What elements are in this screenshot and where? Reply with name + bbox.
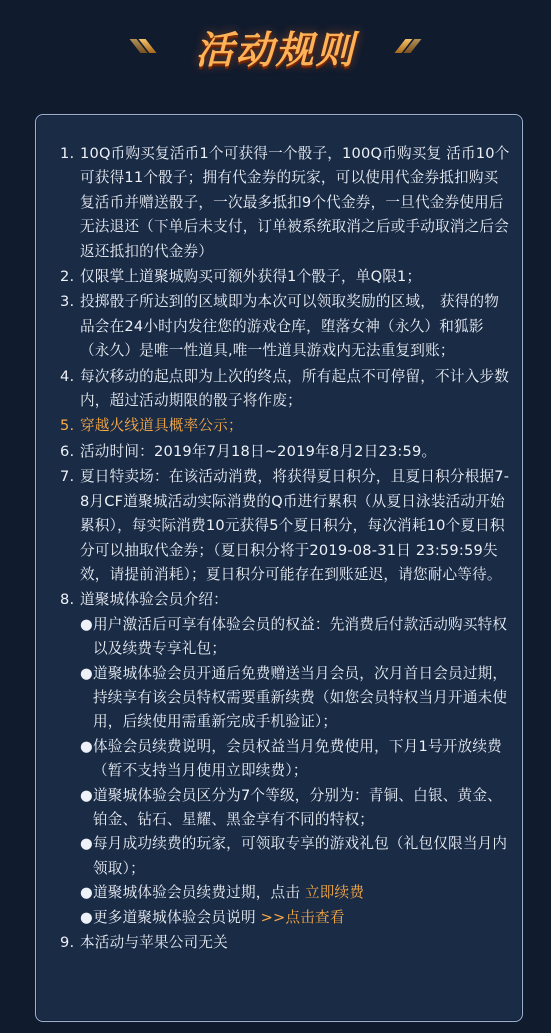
rule-number: 6. [60,442,75,460]
rule-item-6 [60,440,510,464]
rule-number: 4. [60,367,75,385]
member-item [80,832,510,881]
member-item-text: 体验会员续费说明，会员权益当月免费使用，下月1号开放续费（暂不支持当月使用立即续费）； [93,737,502,780]
rule-text: 道聚城体验会员介绍： [80,591,228,609]
member-item [80,784,510,833]
rule-number: 2. [60,268,75,286]
rule-text: 夏日特卖场：在该活动消费，将获得夏日积分，且夏日积分根据7-8月CF道聚城活动实际消费的Q币进行累积（从夏日泳装活动开始累积），每实际消费10元获得5个夏日积分，每次消耗10个夏日积分可以抽取代金券；（夏日积分将于2019-08-31日 23:59:59失效，请提前消耗）；夏日积分可能存在到账延迟，请您耐心等待。 [80,468,510,583]
rule-text: 仅限掌上道聚城购买可额外获得1个骰子，单Q限1； [80,268,422,286]
rule-text: 活动时间：2019年7月18日~2019年8月2日23:59。 [80,442,437,460]
rule-item-4 [60,365,510,414]
member-item-text: 用户激活后可享有体验会员的权益：先消费后付款活动购买特权以及续费专享礼包； [93,615,508,658]
bullet-icon: ● [80,908,93,926]
rules-list [60,142,510,956]
member-item-text: 每月成功续费的玩家，可领取专享的游戏礼包（礼包仅限当月内领取）； [93,835,508,877]
rule-item-2 [60,265,510,289]
bullet-icon: ● [80,664,93,682]
member-item [80,906,510,930]
member-item [80,735,510,784]
rule-text: 本活动与苹果公司无关 [80,934,228,951]
chevron-right-decor-icon [135,39,151,53]
member-item [80,881,510,905]
renew-now-link[interactable]: 立即续费 [304,884,365,902]
member-item-text: 更多道聚城体验会员说明 [93,908,261,926]
page-title: 活动规则 [195,27,356,72]
bullet-icon: ● [80,884,93,902]
page-header [0,0,551,100]
member-item-text: 道聚城体验会员开通后免费赠送当月会员，次月首日会员过期，持续享有该会员特权需要重新续费（如您会员特权当月开通未使用，后续使用需重新完成手机验证）； [93,664,508,731]
member-item-text: 道聚城体验会员续费过期，点击 [93,884,305,902]
rule-number: 3. [60,293,75,311]
member-item [80,662,510,735]
rule-item-9 [60,931,510,955]
probability-disclosure-link[interactable]: 穿越火线道具概率公示； [80,417,243,435]
rule-text: 10Q币购买复活币1个可获得一个骰子，100Q币购买复 活币10个可获得11个骰子；拥有代金券的玩家，可以使用代金券抵扣购买复活币并赠送骰子，一次最多抵扣9个代金券，一旦代金券使用后无法退还（下单后未支付，订单被系统取消之后或手动取消之后会返还抵扣的代金券） [80,145,510,260]
rule-item-7 [60,465,510,587]
view-more-link[interactable]: >>点击查看 [260,908,345,926]
rule-text: 每次移动的起点即为上次的终点，所有起点不可停留，不计入步数内，超过活动期限的骰子将作废； [80,367,510,410]
member-item [80,613,510,662]
chevron-left-decor-icon [400,39,416,53]
bullet-icon: ● [80,835,93,853]
rule-item-3 [60,290,510,363]
member-item-text: 道聚城体验会员区分为7个等级，分别为：青铜、白银、黄金、铂金、钻石、星耀、黑金享有不同的特权； [93,786,502,828]
rule-number: 9. [60,934,75,951]
rule-item-5-probability-link[interactable] [60,414,510,438]
rule-item-1 [60,142,510,264]
rule-item-8 [60,588,510,930]
rule-number: 1. [60,145,75,162]
rule-number: 7. [60,468,75,486]
bullet-icon: ● [80,737,93,755]
bullet-icon: ● [80,615,93,633]
rule-number: 8. [60,591,75,609]
rule-number: 5. [60,417,75,435]
rule-text: 投掷骰子所达到的区域即为本次可以领取奖励的区域， 获得的物品会在24小时内发往您的游戏仓库，堕落女神（永久）和狐影（永久）是唯一性道具,唯一性道具游戏内无法重复到账； [80,293,500,360]
bullet-icon: ● [80,786,93,804]
